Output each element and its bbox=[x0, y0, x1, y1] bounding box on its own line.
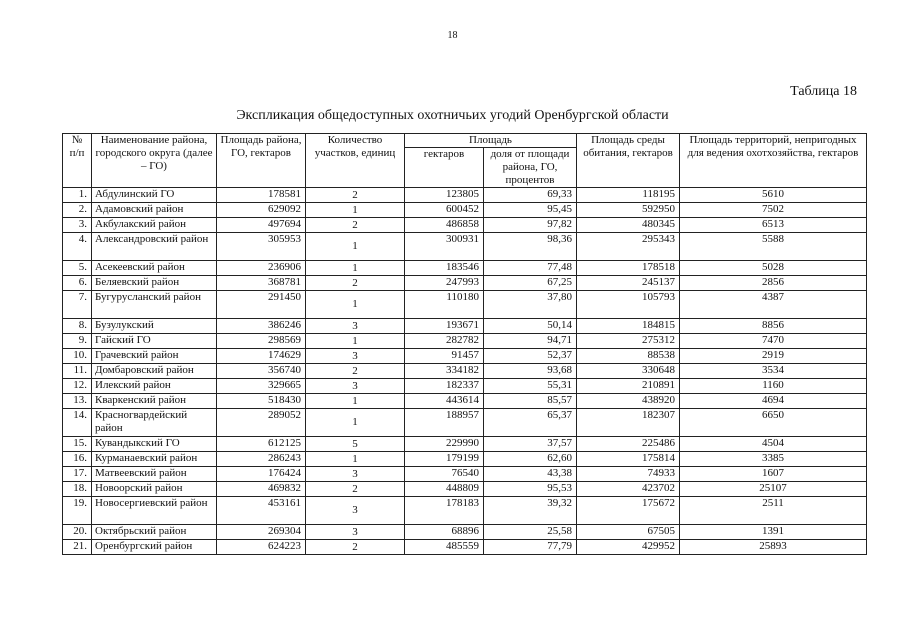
row-name: Красногвардейский район bbox=[92, 409, 217, 437]
row-area: 612125 bbox=[217, 437, 306, 452]
row-area: 386246 bbox=[217, 319, 306, 334]
row-area-share: 52,37 bbox=[484, 349, 577, 364]
row-area: 174629 bbox=[217, 349, 306, 364]
row-area: 368781 bbox=[217, 276, 306, 291]
row-area: 624223 bbox=[217, 540, 306, 555]
row-area-share: 93,68 bbox=[484, 364, 577, 379]
table-row bbox=[63, 291, 867, 319]
row-name: Абдулинский ГО bbox=[92, 188, 217, 203]
row-name: Беляевский район bbox=[92, 276, 217, 291]
row-area: 453161 bbox=[217, 497, 306, 525]
row-num: 10. bbox=[63, 349, 92, 364]
row-area-ha: 76540 bbox=[405, 467, 484, 482]
row-habitat: 275312 bbox=[577, 334, 680, 349]
row-plots: 2 bbox=[306, 188, 405, 203]
row-unsuitable: 7470 bbox=[680, 334, 867, 349]
row-area-ha: 600452 bbox=[405, 203, 484, 218]
row-num: 11. bbox=[63, 364, 92, 379]
row-area-ha: 229990 bbox=[405, 437, 484, 452]
row-area-ha: 188957 bbox=[405, 409, 484, 437]
row-habitat: 225486 bbox=[577, 437, 680, 452]
row-area: 286243 bbox=[217, 452, 306, 467]
row-unsuitable: 1607 bbox=[680, 467, 867, 482]
row-area: 329665 bbox=[217, 379, 306, 394]
row-area-share: 77,48 bbox=[484, 261, 577, 276]
row-plots: 5 bbox=[306, 437, 405, 452]
row-area-ha: 91457 bbox=[405, 349, 484, 364]
row-unsuitable: 3385 bbox=[680, 452, 867, 467]
table-row bbox=[63, 497, 867, 525]
row-habitat: 295343 bbox=[577, 233, 680, 261]
row-area: 356740 bbox=[217, 364, 306, 379]
row-area-ha: 486858 bbox=[405, 218, 484, 233]
row-habitat: 118195 bbox=[577, 188, 680, 203]
row-habitat: 175672 bbox=[577, 497, 680, 525]
row-plots: 2 bbox=[306, 218, 405, 233]
row-num: 16. bbox=[63, 452, 92, 467]
table-row bbox=[63, 334, 867, 349]
table-row bbox=[63, 349, 867, 364]
row-name: Новоорский район bbox=[92, 482, 217, 497]
row-unsuitable: 2919 bbox=[680, 349, 867, 364]
row-area-ha: 300931 bbox=[405, 233, 484, 261]
row-habitat: 184815 bbox=[577, 319, 680, 334]
table-row bbox=[63, 379, 867, 394]
row-name: Новосергиевский район bbox=[92, 497, 217, 525]
row-habitat: 429952 bbox=[577, 540, 680, 555]
row-area-ha: 247993 bbox=[405, 276, 484, 291]
row-plots: 2 bbox=[306, 276, 405, 291]
document-title: Экспликация общедоступных охотничьих угодий Оренбургской области bbox=[236, 108, 669, 123]
header-habitat: Площадь среды обитания, гектаров bbox=[577, 134, 680, 188]
row-name: Бугурусланский район bbox=[92, 291, 217, 319]
row-area-ha: 178183 bbox=[405, 497, 484, 525]
row-area-ha: 448809 bbox=[405, 482, 484, 497]
row-area: 305953 bbox=[217, 233, 306, 261]
row-plots: 1 bbox=[306, 334, 405, 349]
row-plots: 3 bbox=[306, 525, 405, 540]
table-row bbox=[63, 218, 867, 233]
row-area-ha: 183546 bbox=[405, 261, 484, 276]
row-area-ha: 443614 bbox=[405, 394, 484, 409]
row-habitat: 182307 bbox=[577, 409, 680, 437]
row-area-share: 39,32 bbox=[484, 497, 577, 525]
row-num: 5. bbox=[63, 261, 92, 276]
row-plots: 1 bbox=[306, 394, 405, 409]
row-num: 4. bbox=[63, 233, 92, 261]
row-num: 18. bbox=[63, 482, 92, 497]
table-row bbox=[63, 261, 867, 276]
row-name: Акбулакский район bbox=[92, 218, 217, 233]
row-area-share: 37,80 bbox=[484, 291, 577, 319]
row-num: 1. bbox=[63, 188, 92, 203]
row-habitat: 105793 bbox=[577, 291, 680, 319]
table-row bbox=[63, 276, 867, 291]
row-area-share: 94,71 bbox=[484, 334, 577, 349]
row-plots: 2 bbox=[306, 540, 405, 555]
row-plots: 1 bbox=[306, 203, 405, 218]
row-area: 178581 bbox=[217, 188, 306, 203]
row-habitat: 480345 bbox=[577, 218, 680, 233]
row-area: 269304 bbox=[217, 525, 306, 540]
header-area-share: доля от площади района, ГО, процентов bbox=[484, 148, 577, 188]
row-name: Бузулукский bbox=[92, 319, 217, 334]
row-plots: 2 bbox=[306, 482, 405, 497]
row-area-share: 97,82 bbox=[484, 218, 577, 233]
row-area: 629092 bbox=[217, 203, 306, 218]
row-unsuitable: 6513 bbox=[680, 218, 867, 233]
header-area-district: Площадь района, ГО, гектаров bbox=[217, 134, 306, 188]
row-area-ha: 193671 bbox=[405, 319, 484, 334]
row-name: Адамовский район bbox=[92, 203, 217, 218]
header-area-ha: гектаров bbox=[405, 148, 484, 188]
row-habitat: 592950 bbox=[577, 203, 680, 218]
row-habitat: 74933 bbox=[577, 467, 680, 482]
row-num: 13. bbox=[63, 394, 92, 409]
row-area-ha: 179199 bbox=[405, 452, 484, 467]
row-area: 469832 bbox=[217, 482, 306, 497]
row-area-share: 43,38 bbox=[484, 467, 577, 482]
row-area-share: 50,14 bbox=[484, 319, 577, 334]
row-unsuitable: 1160 bbox=[680, 379, 867, 394]
row-unsuitable: 3534 bbox=[680, 364, 867, 379]
row-name: Грачевский район bbox=[92, 349, 217, 364]
row-area-share: 62,60 bbox=[484, 452, 577, 467]
row-habitat: 438920 bbox=[577, 394, 680, 409]
table-row bbox=[63, 525, 867, 540]
row-plots: 3 bbox=[306, 319, 405, 334]
row-habitat: 88538 bbox=[577, 349, 680, 364]
row-num: 2. bbox=[63, 203, 92, 218]
row-habitat: 175814 bbox=[577, 452, 680, 467]
row-unsuitable: 4694 bbox=[680, 394, 867, 409]
row-habitat: 245137 bbox=[577, 276, 680, 291]
header-unsuitable: Площадь территорий, непригодных для ведения охотхозяйства, гектаров bbox=[680, 134, 867, 188]
row-area-share: 98,36 bbox=[484, 233, 577, 261]
row-name: Матвеевский район bbox=[92, 467, 217, 482]
row-num: 19. bbox=[63, 497, 92, 525]
row-area-ha: 123805 bbox=[405, 188, 484, 203]
row-num: 8. bbox=[63, 319, 92, 334]
row-plots: 3 bbox=[306, 349, 405, 364]
table-row bbox=[63, 233, 867, 261]
row-num: 12. bbox=[63, 379, 92, 394]
row-unsuitable: 25107 bbox=[680, 482, 867, 497]
row-plots: 3 bbox=[306, 467, 405, 482]
row-habitat: 178518 bbox=[577, 261, 680, 276]
row-unsuitable: 5610 bbox=[680, 188, 867, 203]
row-plots: 1 bbox=[306, 452, 405, 467]
table-row bbox=[63, 188, 867, 203]
row-unsuitable: 8856 bbox=[680, 319, 867, 334]
explication-table bbox=[62, 133, 867, 555]
table-body bbox=[63, 188, 867, 555]
header-area-group: Площадь bbox=[405, 134, 577, 148]
table-row bbox=[63, 540, 867, 555]
header-plots: Количество участков, единиц bbox=[306, 134, 405, 188]
row-name: Курманаевский район bbox=[92, 452, 217, 467]
row-area-ha: 68896 bbox=[405, 525, 484, 540]
row-area-share: 55,31 bbox=[484, 379, 577, 394]
row-area-share: 37,57 bbox=[484, 437, 577, 452]
row-num: 15. bbox=[63, 437, 92, 452]
table-row bbox=[63, 452, 867, 467]
row-name: Кувандыкский ГО bbox=[92, 437, 217, 452]
row-plots: 1 bbox=[306, 409, 405, 437]
table-row bbox=[63, 319, 867, 334]
row-unsuitable: 2511 bbox=[680, 497, 867, 525]
row-area: 289052 bbox=[217, 409, 306, 437]
row-area-share: 67,25 bbox=[484, 276, 577, 291]
table-row bbox=[63, 409, 867, 437]
row-num: 9. bbox=[63, 334, 92, 349]
row-area-ha: 182337 bbox=[405, 379, 484, 394]
row-num: 3. bbox=[63, 218, 92, 233]
row-area-ha: 334182 bbox=[405, 364, 484, 379]
table-label: Таблица 18 bbox=[790, 84, 857, 99]
row-name: Александровский район bbox=[92, 233, 217, 261]
row-unsuitable: 2856 bbox=[680, 276, 867, 291]
row-name: Домбаровский район bbox=[92, 364, 217, 379]
row-area: 497694 bbox=[217, 218, 306, 233]
header-name: Наименование района, городского округа (далее – ГО) bbox=[92, 134, 217, 188]
row-area-ha: 110180 bbox=[405, 291, 484, 319]
row-unsuitable: 4504 bbox=[680, 437, 867, 452]
row-plots: 3 bbox=[306, 497, 405, 525]
row-area-share: 95,45 bbox=[484, 203, 577, 218]
row-num: 20. bbox=[63, 525, 92, 540]
header-num: № п/п bbox=[63, 134, 92, 188]
row-area-share: 85,57 bbox=[484, 394, 577, 409]
table-row bbox=[63, 203, 867, 218]
row-habitat: 210891 bbox=[577, 379, 680, 394]
table-row bbox=[63, 437, 867, 452]
row-area-ha: 282782 bbox=[405, 334, 484, 349]
row-area-share: 25,58 bbox=[484, 525, 577, 540]
row-habitat: 67505 bbox=[577, 525, 680, 540]
row-num: 6. bbox=[63, 276, 92, 291]
row-num: 7. bbox=[63, 291, 92, 319]
row-area-share: 77,79 bbox=[484, 540, 577, 555]
row-area: 176424 bbox=[217, 467, 306, 482]
table-row bbox=[63, 364, 867, 379]
row-area-share: 65,37 bbox=[484, 409, 577, 437]
row-name: Кваркенский район bbox=[92, 394, 217, 409]
table-row bbox=[63, 467, 867, 482]
row-name: Гайский ГО bbox=[92, 334, 217, 349]
row-unsuitable: 5028 bbox=[680, 261, 867, 276]
row-habitat: 423702 bbox=[577, 482, 680, 497]
row-area: 518430 bbox=[217, 394, 306, 409]
row-name: Оренбургский район bbox=[92, 540, 217, 555]
row-plots: 1 bbox=[306, 291, 405, 319]
row-plots: 3 bbox=[306, 379, 405, 394]
row-unsuitable: 25893 bbox=[680, 540, 867, 555]
table-row bbox=[63, 482, 867, 497]
row-plots: 1 bbox=[306, 233, 405, 261]
row-num: 14. bbox=[63, 409, 92, 437]
row-plots: 1 bbox=[306, 261, 405, 276]
row-name: Асекеевский район bbox=[92, 261, 217, 276]
row-unsuitable: 6650 bbox=[680, 409, 867, 437]
row-habitat: 330648 bbox=[577, 364, 680, 379]
row-num: 17. bbox=[63, 467, 92, 482]
page-number: 18 bbox=[447, 30, 458, 41]
row-area: 298569 bbox=[217, 334, 306, 349]
row-unsuitable: 4387 bbox=[680, 291, 867, 319]
row-area: 236906 bbox=[217, 261, 306, 276]
row-area: 291450 bbox=[217, 291, 306, 319]
row-plots: 2 bbox=[306, 364, 405, 379]
row-unsuitable: 5588 bbox=[680, 233, 867, 261]
row-area-share: 95,53 bbox=[484, 482, 577, 497]
row-area-share: 69,33 bbox=[484, 188, 577, 203]
row-area-ha: 485559 bbox=[405, 540, 484, 555]
row-name: Октябрьский район bbox=[92, 525, 217, 540]
row-unsuitable: 7502 bbox=[680, 203, 867, 218]
row-name: Илекский район bbox=[92, 379, 217, 394]
table-row bbox=[63, 394, 867, 409]
row-num: 21. bbox=[63, 540, 92, 555]
row-unsuitable: 1391 bbox=[680, 525, 867, 540]
